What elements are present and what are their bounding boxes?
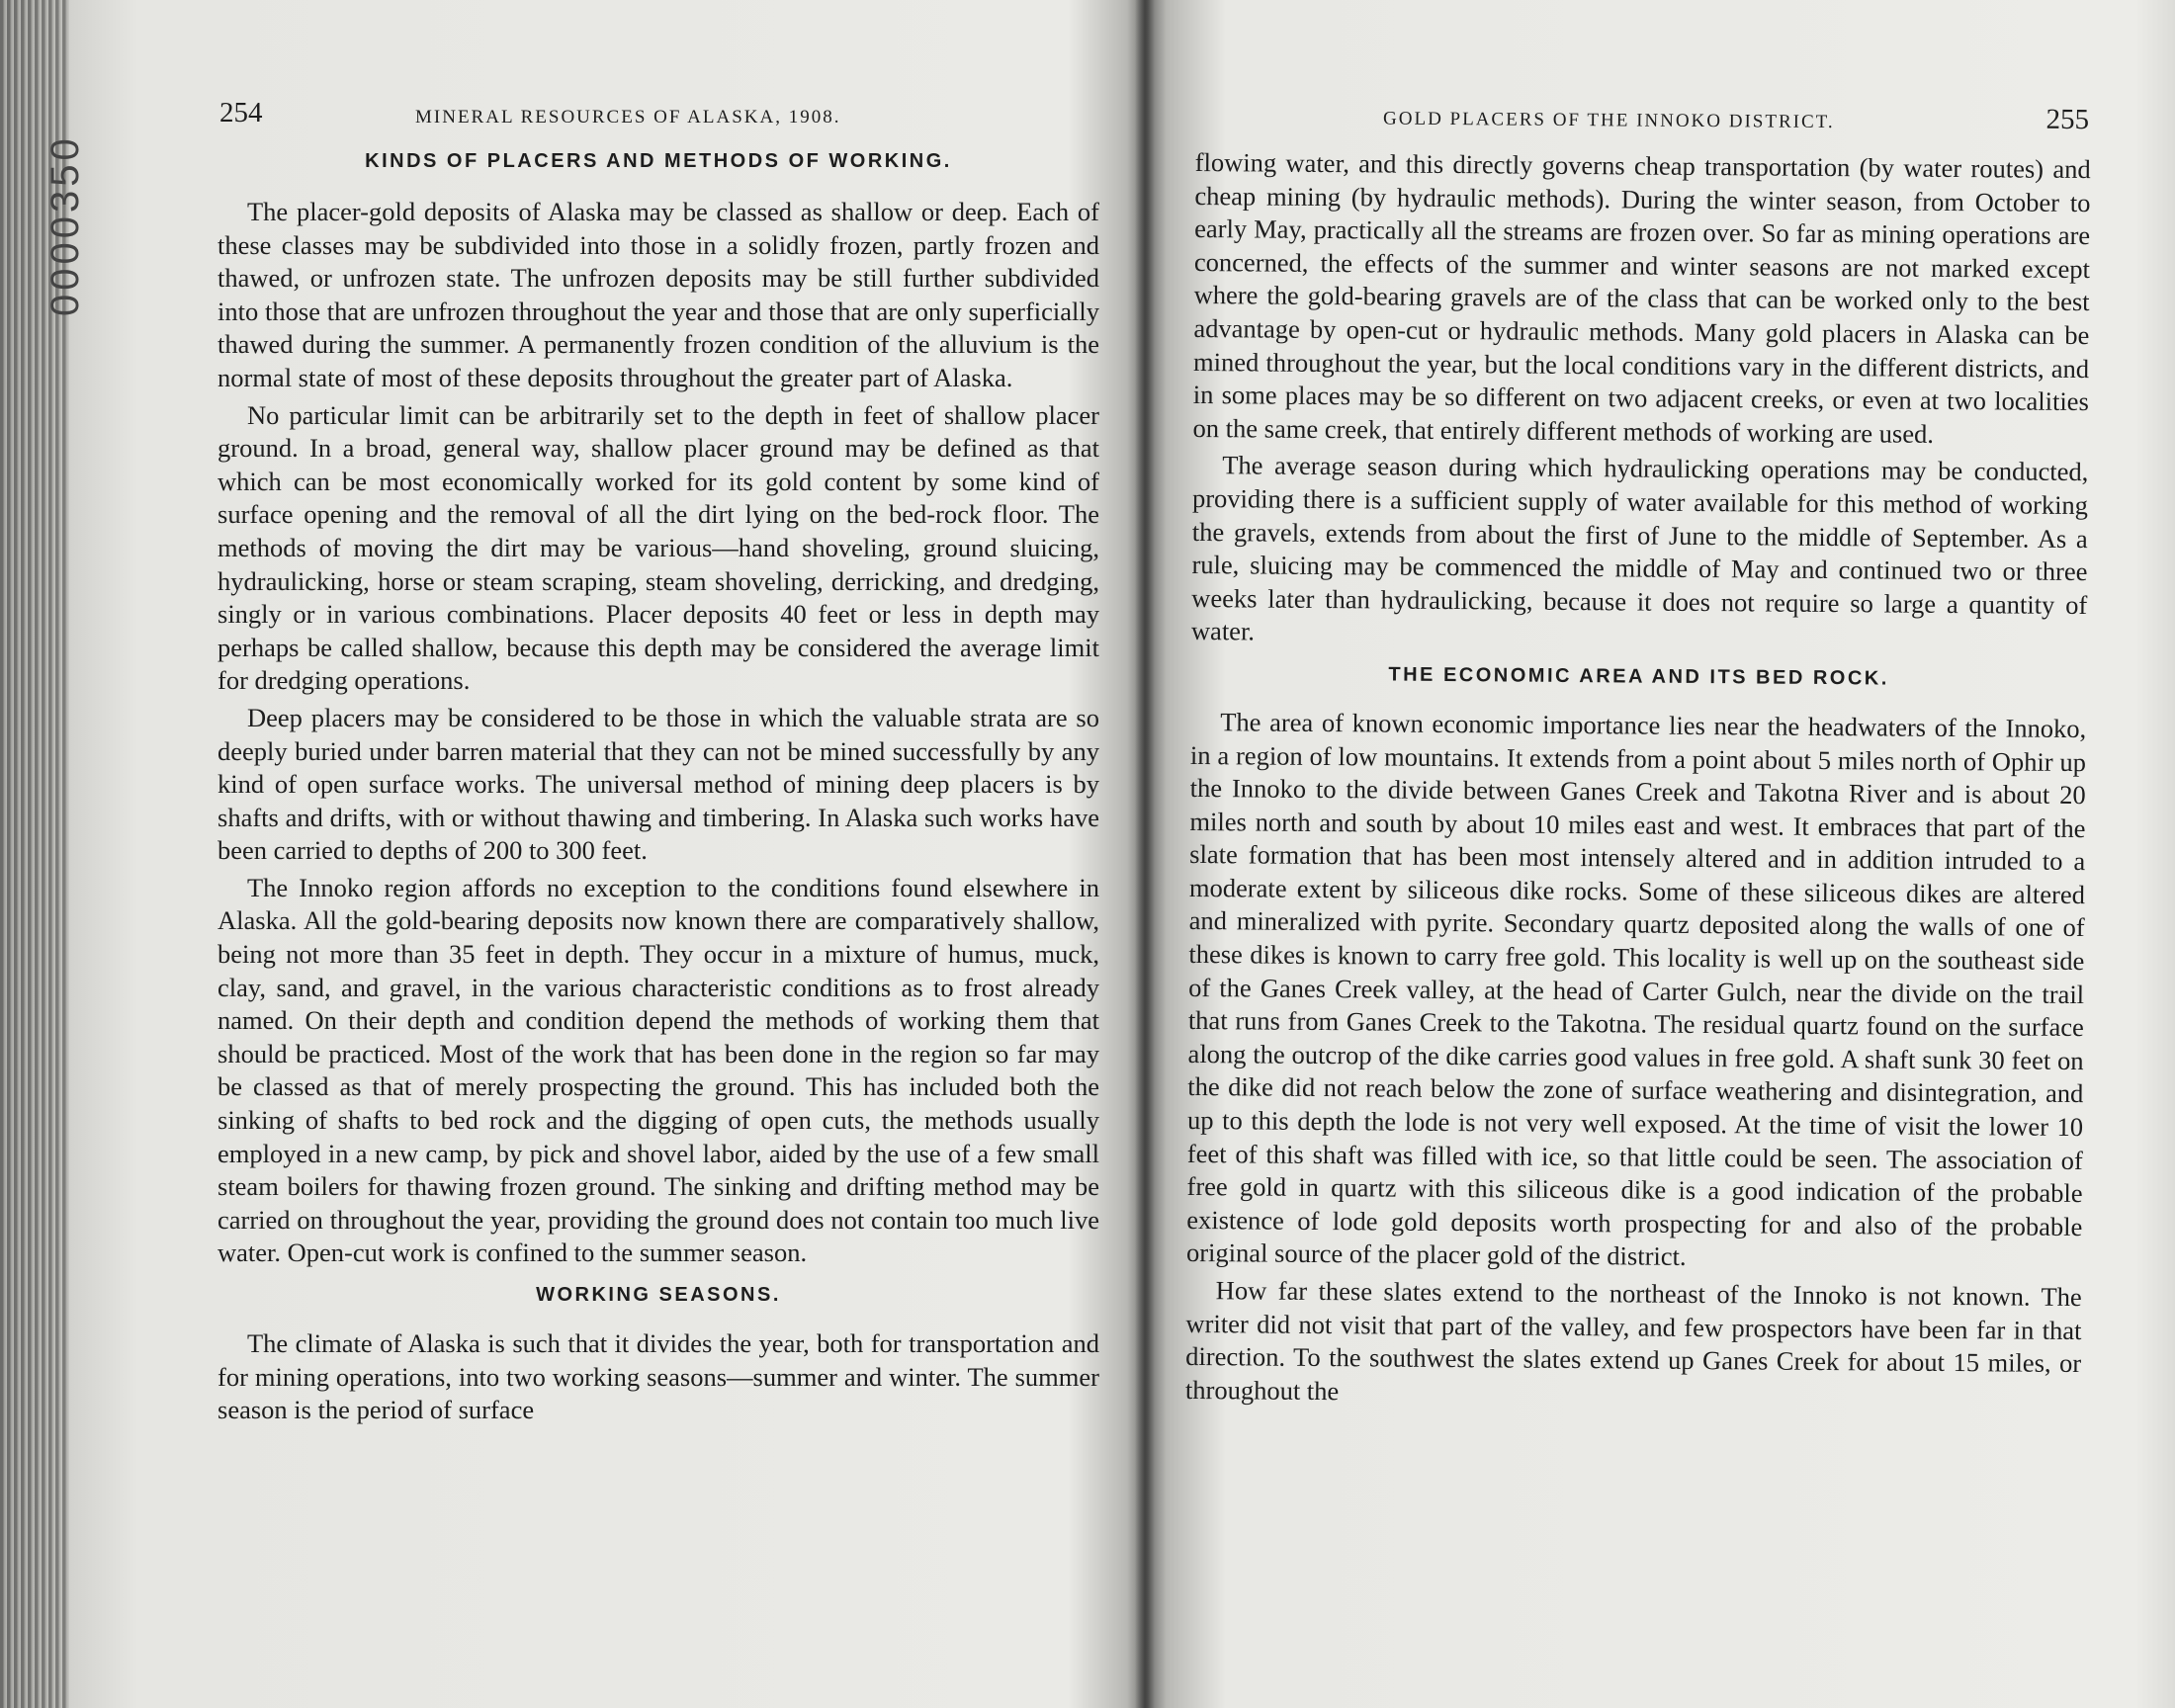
book-gutter <box>1135 0 1155 1708</box>
paragraph: Deep placers may be considered to be those in which the valuable strata are so deeply buried under barren material that they can not be mined successfully by any kind of open surface works. The universal method of mining deep placers is by shafts and drifts, with or without thawing and timbering. In Alaska such works have been carried to depths of 200 to 300 feet. <box>218 702 1099 866</box>
right-page-number: 255 <box>2045 103 2090 136</box>
paragraph: The climate of Alaska is such that it divides the year, both for transportation and for mining operations, into two working seasons—summer and winter. The summer season is the period of surface <box>218 1328 1099 1425</box>
paragraph: The area of known economic importance lies near the headwaters of the Innoko, in a region of low mountains. It extends from a point about 5 miles north of Ophir up the Innoko to the divide between Ganes Creek and Takotna River and is about 20 miles north and south by about 10 miles east and west. It embraces that part of the slate formation that has been most intensely altered and in addition intruded to a moderate extent by siliceous dike rocks. Some of these siliceous dikes are altered and mineralized with pyrite. Secondary quartz deposited along the walls of one of these dikes is known to carry free gold. This locality is well up on the southeast side of the Ganes Creek valley, at the head of Carter Gulch, near the divide on the trail that runs from Ganes Creek to the Takotna. The residual quartz found on the surface along the outcrop of the dike carries good values in free gold. A shaft sunk 30 feet on the dike did not reach below the zone of surface weathering and disintegration, and up to this depth the lode is not very well exposed. At the time of visit the lower 10 feet of this shaft was filled with ice, so that little could be seen. The association of free gold in quartz with this siliceous dike is a good indication of the probable existence of lode gold deposits worth prospecting for and also of the probable original source of the placer gold of the district. <box>1185 707 2087 1272</box>
right-running-title: GOLD PLACERS OF THE INNOKO DISTRICT. <box>1382 108 1835 133</box>
section-heading-economic-area: THE ECONOMIC AREA AND ITS BED ROCK. <box>1388 663 1889 690</box>
margin-handwritten-mark: 0000350 <box>44 134 87 316</box>
right-page <box>1185 0 2092 1417</box>
left-running-head <box>218 97 1099 162</box>
section-heading-working-seasons: WORKING SEASONS. <box>536 1284 781 1306</box>
right-running-head <box>1195 103 2091 169</box>
section-heading-kinds-of-placers: KINDS OF PLACERS AND METHODS OF WORKING. <box>365 150 952 172</box>
paragraph: The Innoko region affords no exception to the conditions found elsewhere in Alaska. All the gold-bearing deposits now known there are comparatively shallow, being not more than 35 feet in depth. They occur in a mixture of humus, muck, clay, sand, and gravel, in the various characteristic conditions as to frost already named. On their depth and condition depend the methods of working them that should be practiced. Most of the work that has been done in the region so far may be classed as that of merely prospecting the ground. This has included both the sinking of shafts to bed rock and the digging of open cuts, the methods usually employed in a new camp, by pick and shovel labor, aided by the use of a few small steam boilers for thawing frozen ground. The sinking and drifting method may be carried on throughout the year, providing the ground does not contain too much live water. Open-cut work is confined to the summer season. <box>218 872 1099 1268</box>
left-running-title: MINERAL RESOURCES OF ALASKA, 1908. <box>415 107 841 128</box>
paragraph: The placer-gold deposits of Alaska may be classed as shallow or deep. Each of these classes may be subdivided into those in a solidly frozen, partly frozen and thawed, or unfrozen state. The unfrozen deposits may be still further subdivided into those that are unfrozen throughout the year and those that are only superficially thawed during the summer. A permanently frozen condition of the alluvium is the normal state of most of these deposits throughout the greater part of Alaska. <box>218 197 1099 392</box>
paragraph: The average season during which hydraulicking operations may be conducted, providing there is a sufficient supply of water available for this method of working the gravels, extends from about the first of June to the middle of September. As a rule, sluicing may be commenced the middle of May and continued two or three weeks later than hydraulicking, because it does not require so large a quantity of water. <box>1190 450 2089 646</box>
left-page-number: 254 <box>219 97 263 128</box>
left-page <box>218 0 1099 1431</box>
paragraph-continuation: flowing water, and this directly governs cheap transportation (by water routes) and cheap mining (by hydraulic methods). During the winter season, from October to early May, practically all the streams are frozen over. So far as mining operations are concerned, the effects of the summer and winter seasons are not marked except where the gold-bearing gravels are of the class that can be worked only to the best advantage by open-cut or hydraulic methods. Many gold placers in Alaska can be mined throughout the year, but the local conditions vary in the different districts, and in some places may be so different on two adjacent creeks, or even at two localities on the same creek, that entirely different methods of working are used. <box>1192 146 2091 449</box>
paragraph: How far these slates extend to the northeast of the Innoko is not known. The writer did not visit that part of the valley, and few prospectors have been far in that direction. To the southwest the slates extend up Ganes Creek for about 15 miles, or throughout the <box>1184 1275 2082 1406</box>
paragraph: No particular limit can be arbitrarily set to the depth in feet of shallow placer ground. In a broad, general way, shallow placer ground may be defined as that which can be most economically worked for its gold content by some kind of surface opening and the removal of all the dirt lying on the bed-rock floor. The methods of moving the dirt may be various—hand shoveling, ground sluicing, hydraulicking, horse or steam scraping, steam shoveling, derricking, and dredging, singly or in various combinations. Placer deposits 40 feet or less in depth may perhaps be called shallow, because this depth may be considered the average limit for dredging operations. <box>218 399 1099 696</box>
